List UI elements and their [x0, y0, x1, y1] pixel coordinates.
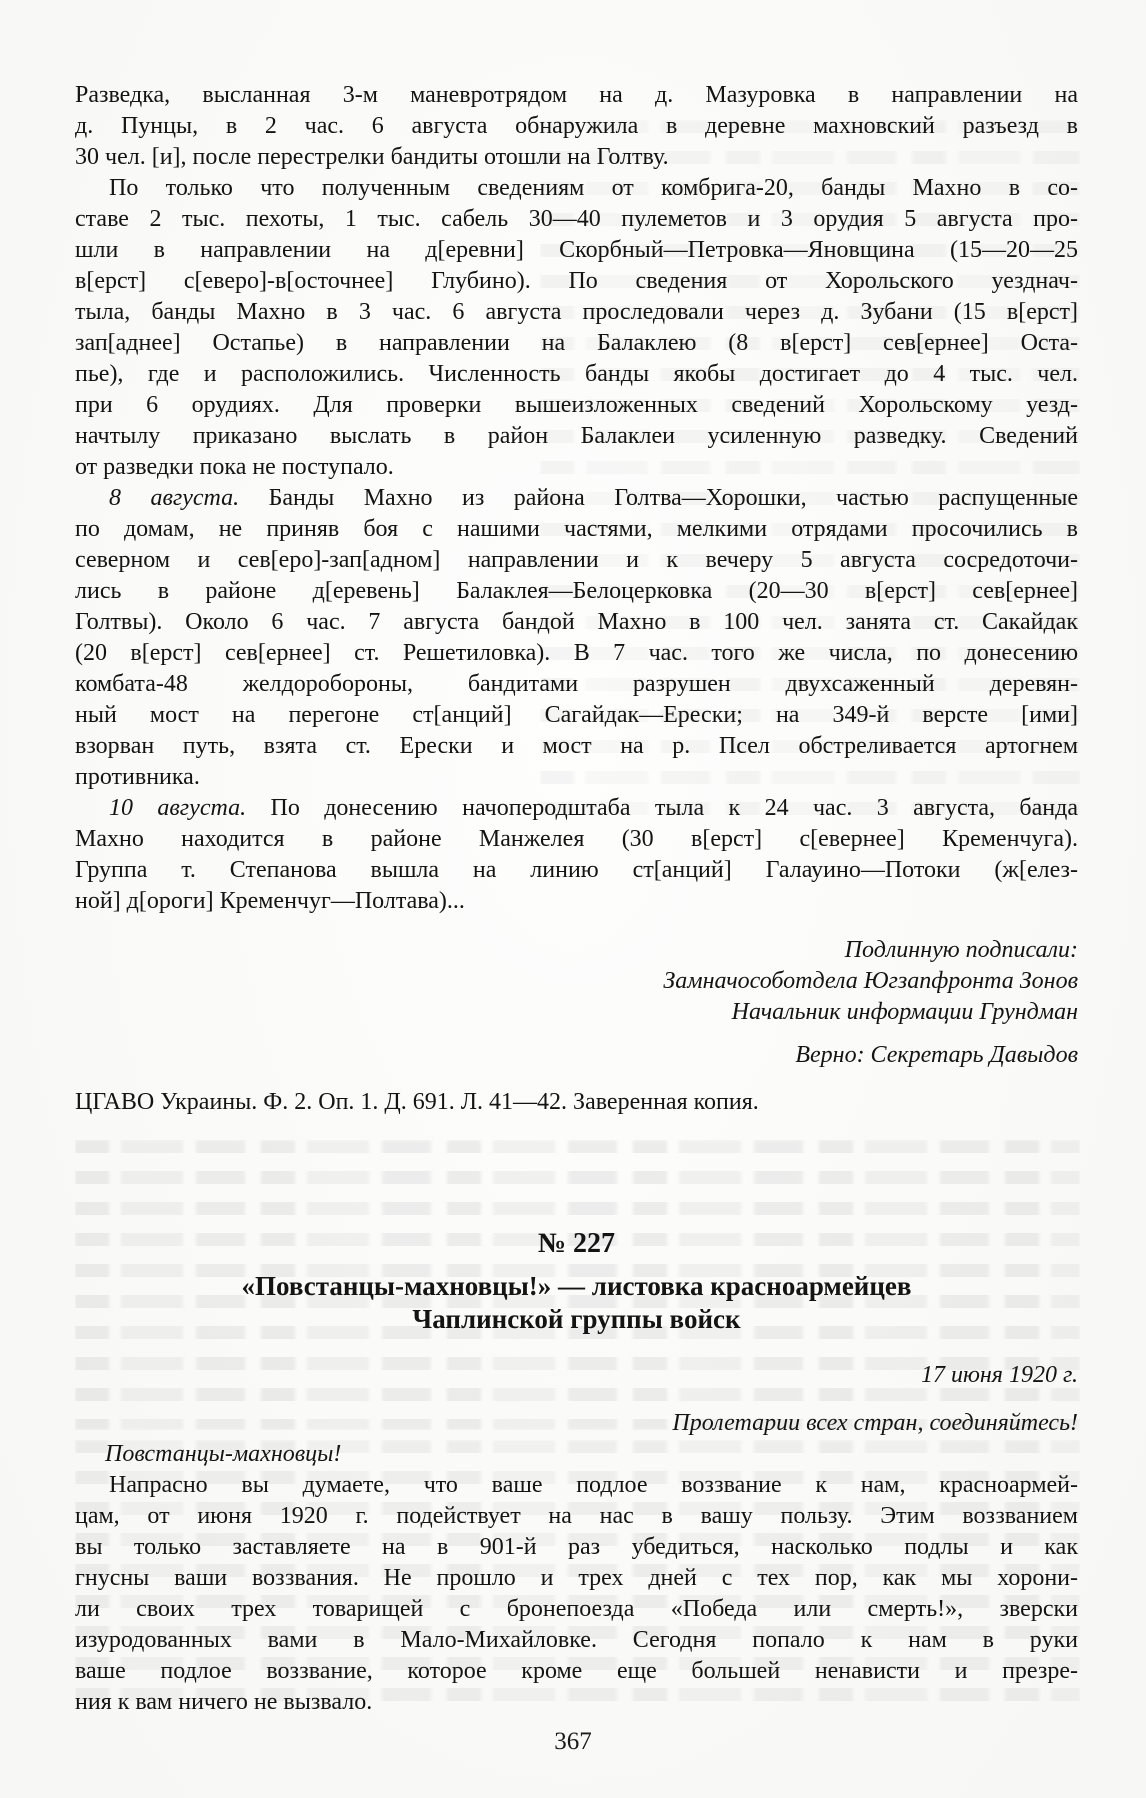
text-line: при 6 орудиях. Для проверки вышеизложенных сведений Хорольскому уезд-	[75, 392, 1078, 418]
text-line: ный мост на перегоне ст[анций] Сагайдак—Ерески; на 349-й версте [ими]	[75, 702, 1078, 728]
text-line: северном и сев[еро]-зап[адном] направлении и к вечеру 5 августа сосредоточи-	[75, 547, 1078, 573]
text-line: ставе 2 тыс. пехоты, 1 тыс. сабель 30—40 пулеметов и 3 орудия 5 августа про-	[75, 206, 1078, 232]
text-line: ли своих трех товарищей с бронепоезда «Победа или смерть!», зверски	[75, 1596, 1078, 1622]
document-title-line: «Повстанцы-махновцы!» — листовка красноармейцев	[241, 1271, 912, 1301]
document-salutation: Повстанцы-махновцы!	[105, 1441, 342, 1467]
document-number: № 227	[537, 1228, 616, 1259]
text-line: д. Пунцы, в 2 час. 6 августа обнаружила в деревне махновский разъезд в	[75, 113, 1078, 139]
signature-block	[75, 935, 1078, 1071]
text-line: тыла, банды Махно в 3 час. 6 августа проследовали через д. Зубани (15 в[ерст]	[75, 299, 1078, 325]
text-line: вы только заставляете на в 901-й раз убедиться, насколько подлы и как	[75, 1534, 1078, 1560]
text-line: (20 в[ерст] сев[ернее] ст. Решетиловка). В 7 час. того же числа, по донесению	[75, 640, 1078, 666]
text-line: противника.	[75, 764, 200, 790]
date-lead: 8 августа.	[109, 485, 240, 511]
date-lead: 10 августа.	[109, 795, 247, 821]
signatory-zonov: Замначособотдела Югзапфронта Зонов	[663, 968, 1078, 994]
text-line: 30 чел. [и], после перестрелки бандиты отошли на Голтву.	[75, 144, 669, 170]
text-line: Голтвы). Около 6 час. 7 августа бандой Махно в 100 чел. занята ст. Сакайдак	[75, 609, 1078, 635]
archive-reference: ЦГАВО Украины. Ф. 2. Оп. 1. Д. 691. Л. 41—42. Заверенная копия.	[75, 1089, 759, 1115]
text-line: ваше подлое воззвание, которое кроме еще большей ненависти и презре-	[75, 1658, 1078, 1684]
text-line: цам, от июня 1920 г. подействует на нас в вашу пользу. Этим воззванием	[75, 1503, 1078, 1529]
text-line: ной] д[ороги] Кременчуг—Полтава)...	[75, 888, 465, 914]
text-line: начтылу приказано выслать в район Балаклеи усиленную разведку. Сведений	[75, 423, 1078, 449]
text-line: пье), где и расположились. Численность банды якобы достигает до 4 тыс. чел.	[75, 361, 1078, 387]
signatory-grundman: Начальник информации Грундман	[731, 999, 1078, 1025]
text-line: ния к вам ничего не вызвало.	[75, 1689, 373, 1715]
text-line: взорван путь, взята ст. Ерески и мост на р. Псел обстреливается артогнем	[75, 733, 1078, 759]
page-number: 367	[554, 1728, 592, 1755]
text-line: Группа т. Степанова вышла на линию ст[анций] Галауино—Потоки (ж[елез-	[75, 857, 1078, 883]
text-line: шли в направлении на д[еревни] Скорбный—Петровка—Яновщина (15—20—25	[75, 237, 1078, 263]
document-title	[75, 1270, 1078, 1336]
paragraph-august-8	[75, 483, 1078, 793]
text-line: от разведки пока не поступало.	[75, 454, 394, 480]
text-line: по домам, не приняв боя с нашими частями, мелкими отрядами просочились в	[75, 516, 1078, 542]
text-line: гнусны ваши воззвания. Не прошло и трех дней с тех пор, как мы хорони-	[75, 1565, 1078, 1591]
signed-label: Подлинную подписали:	[844, 937, 1078, 963]
text-line: Разведка, высланная 3-м маневротрядом на д. Мазуровка в направлении на	[75, 82, 1078, 108]
document-date: 17 июня 1920 г.	[920, 1362, 1078, 1388]
paragraph-reconnaissance	[75, 80, 1078, 173]
text-line	[75, 483, 1078, 514]
paragraph-leaflet-body	[75, 1470, 1078, 1718]
document-title-line: Чаплинской группы войск	[412, 1304, 741, 1334]
paragraph-kombrig-report	[75, 173, 1078, 483]
line-rest: Банды Махно из района Голтва—Хорошки, частью распущенные	[239, 485, 1078, 511]
text-line: Напрасно вы думаете, что ваше подлое воззвание к нам, красноармей-	[109, 1472, 1078, 1498]
text-line	[75, 793, 1078, 824]
text-line: изуродованных вами в Мало-Михайловке. Сегодня попало к нам в руки	[75, 1627, 1078, 1653]
text-line: лись в районе д[еревень] Балаклея—Белоцерковка (20—30 в[ерст] сев[ернее]	[75, 578, 1078, 604]
paragraph-august-10	[75, 793, 1078, 917]
text-line: в[ерст] с[еверо]-в[осточнее] Глубино). По сведения от Хорольского уезднач-	[75, 268, 1078, 294]
certified-by: Верно: Секретарь Давыдов	[795, 1042, 1078, 1068]
text-column	[75, 80, 1078, 1718]
text-line: Махно находится в районе Манжелея (30 в[ерст] с[евернее] Кременчуга).	[75, 826, 1078, 852]
text-line: зап[аднее] Остапье) в направлении на Балаклею (8 в[ерст] сев[ернее] Оста-	[75, 330, 1078, 356]
line-rest: По донесению начоперодштаба тыла к 24 час. 3 августа, банда	[246, 795, 1078, 821]
document-epigraph: Пролетарии всех стран, соединяйтесь!	[672, 1410, 1078, 1436]
text-line: комбата-48 желдоробороны, бандитами разрушен двухсаженный деревян-	[75, 671, 1078, 697]
text-line: По только что полученным сведениям от комбрига-20, банды Махно в со-	[109, 175, 1078, 201]
